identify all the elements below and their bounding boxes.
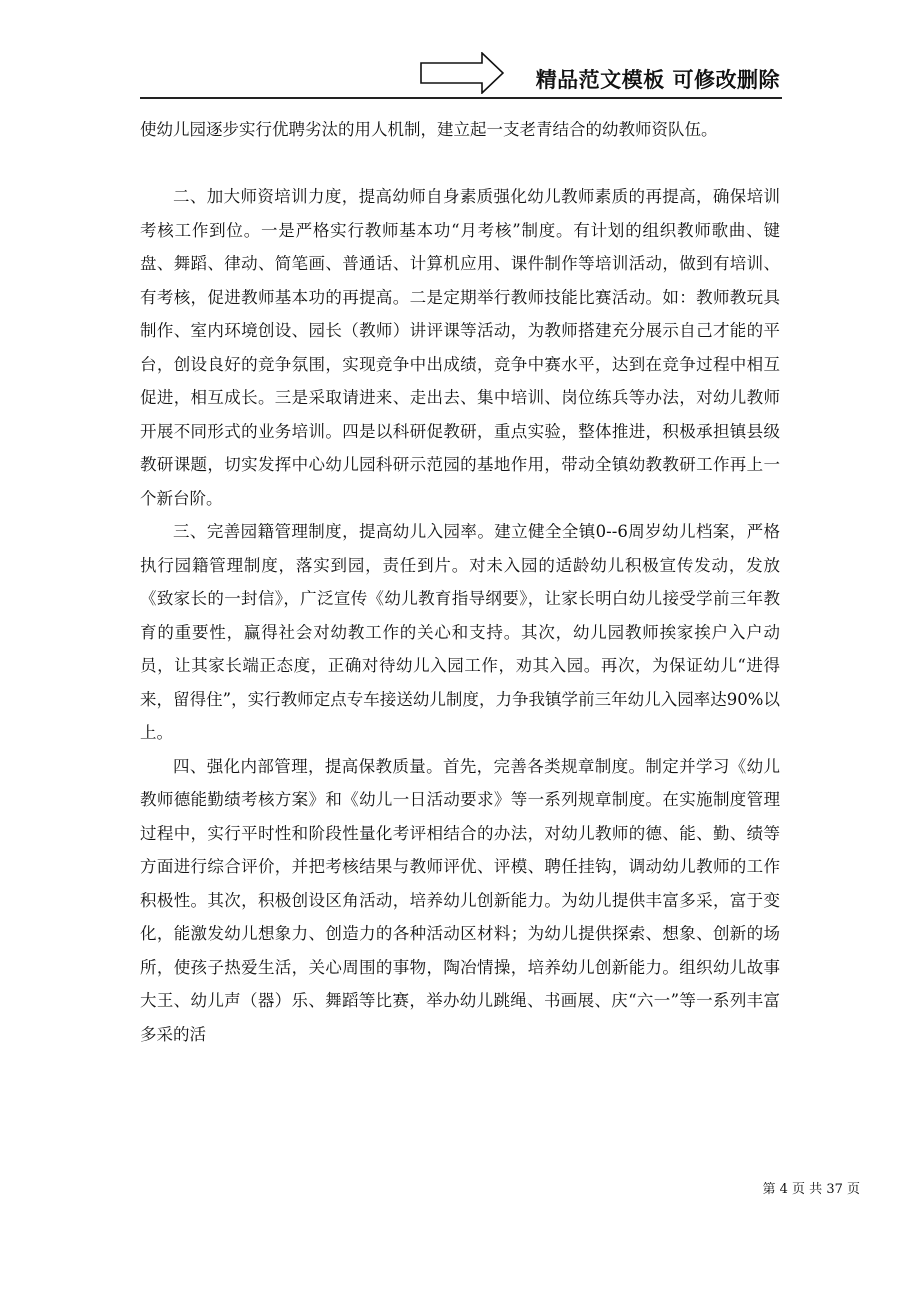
paragraph-internal-management: 四、强化内部管理，提高保教质量。首先，完善各类规章制度。制定并学习《幼儿教师德能勤绩考核方案》和《幼儿一日活动要求》等一系列规章制度。在实施制度管理过程中，实行平时性和阶段性量化考评相结合的办法，对幼儿教师的德、能、勤、绩等方面进行综合评价，并把考核结果与教师评优、评模、聘任挂钩，调动幼儿教师的工作积极性。其次，积极创设区角活动，培养幼儿创新能力。为幼儿提供丰富多采，富于变化，能激发幼儿想象力、创造力的各种活动区材料；为幼儿提供探索、想象、创新的场所，使孩子热爱生活，关心周围的事物，陶冶情操，培养幼儿创新能力。组织幼儿故事大王、幼儿声（器）乐、舞蹈等比赛，举办幼儿跳绳、书画展、庆“六一”等一系列丰富多采的活 (140, 756, 780, 1044)
page-header (0, 0, 920, 110)
header-divider (140, 97, 782, 99)
arrow-right-outline-icon (420, 52, 504, 94)
header-title: 精品范文模板 可修改删除 (535, 68, 780, 92)
document-body (140, 113, 780, 1051)
page-number: 第 4 页 共 37 页 (762, 1182, 860, 1197)
paragraph-enrollment-management: 三、完善园籍管理制度，提高幼儿入园率。建立健全全镇0--6周岁幼儿档案，严格执行园籍管理制度，落实到园，责任到片。对未入园的适龄幼儿积极宣传发动，发放《致家长的一封信》，广泛宣传《幼儿教育指导纲要》，让家长明白幼儿接受学前三年教育的重要性，赢得社会对幼教工作的关心和支持。其次，幼儿园教师挨家挨户入户动员，让其家长端正态度，正确对待幼儿入园工作，劝其入园。再次，为保证幼儿“进得来，留得住”，实行教师定点专车接送幼儿制度，力争我镇学前三年幼儿入园率达90%以上。 (140, 522, 780, 742)
paragraph-continuation: 使幼儿园逐步实行优聘劣汰的用人机制，建立起一支老青结合的幼教师资队伍。 (140, 120, 718, 139)
paragraph-spacer (140, 147, 780, 181)
paragraph-teacher-training: 二、加大师资培训力度，提高幼师自身素质强化幼儿教师素质的再提高，确保培训考核工作到位。一是严格实行教师基本功“月考核”制度。有计划的组织教师歌曲、键盘、舞蹈、律动、简笔画、普通话、计算机应用、课件制作等培训活动，做到有培训、有考核，促进教师基本功的再提高。二是定期举行教师技能比赛活动。如：教师教玩具制作、室内环境创设、园长（教师）讲评课等活动，为教师搭建充分展示自己才能的平台，创设良好的竞争氛围，实现竞争中出成绩，竞争中赛水平，达到在竞争过程中相互促进，相互成长。三是采取请进来、走出去、集中培训、岗位练兵等办法，对幼儿教师开展不同形式的业务培训。四是以科研促教研，重点实验，整体推进，积极承担镇县级教研课题，切实发挥中心幼儿园科研示范园的基地作用，带动全镇幼教教研工作再上一个新台阶。 (140, 187, 780, 508)
